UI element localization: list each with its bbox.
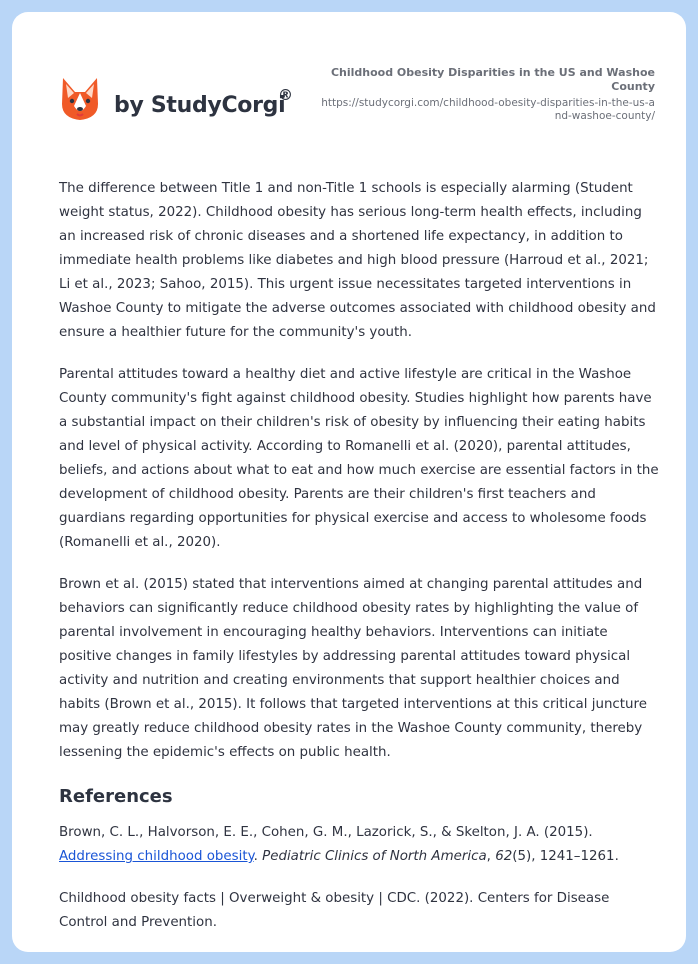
reference-1-journal: Pediatric Clinics of North America [262,849,487,864]
reference-1-authors: Brown, C. L., Halvorson, E. E., Cohen, G. M., Lazorick, S., & Skelton, J. A. (2015). [59,825,593,840]
reference-1-period: . [253,849,263,864]
paragraph-3: Brown et al. (2015) stated that interventions aimed at changing parental attitudes and behaviors can significantly reduce childhood obesity rates by highlighting the value of parental involvement in encouraging healthy behaviors. Interventions can initiate positive changes in family lifestyles by addressing parental attitudes toward physical activity and nutrition and creating environments that support healthier choices and habits (Brown et al., 2015). It follows that targeted interventions at this critical juncture may greatly reduce childhood obesity rates in the Washoe County community, thereby lessening the epidemic's effects on public health. [59,577,647,760]
references-heading: References [59,786,173,807]
paragraph-2: Parental attitudes toward a healthy diet and active lifestyle are critical in the Washoe County community's fight against childhood obesity. Studies highlight how parents have a substantial impact on their children's risk of obesity by influencing their eating habits and level of physical activity. According to Romanelli et al. (2020), parental attitudes, beliefs, and actions about what to eat and how much exercise are essential factors in the development of childhood obesity. Parents are their children's first teachers and guardians regarding opportunities for physical exercise and access to wholesome foods (Romanelli et al., 2020). [59,367,659,550]
document-body [59,177,659,952]
reference-1-rest: (5), 1241–1261. [512,849,619,864]
reference-2: Childhood obesity facts | Overweight & obesity | CDC. (2022). Centers for Disease Control and Prevention. [59,891,610,930]
document-title: Childhood Obesity Disparities in the US and Washoe County [330,66,655,93]
reference-1-link[interactable]: Addressing childhood obesity [59,849,254,864]
registered-mark: ® [278,86,293,104]
corgi-icon [60,76,100,122]
studycorgi-logo[interactable] [60,76,320,128]
reference-1-volume: 62 [495,849,513,864]
paragraph-1: The difference between Title 1 and non-Title 1 schools is especially alarming (Student weight status, 2022). Childhood obesity has serious long-term health effects, including an increased risk of chronic diseases and a shortened life expectancy, in addition to immediate health problems like diabetes and high blood pressure (Harroud et al., 2021; Li et al., 2023; Sahoo, 2015). This urgent issue necessitates targeted interventions in Washoe County to mitigate the adverse outcomes associated with childhood obesity and ensure a healthier future for the community's youth. [59,181,656,340]
reference-1-comma: , [486,849,496,864]
document-url[interactable]: https://studycorgi.com/childhood-obesity-disparities-in-the-us-and-washoe-county/ [321,97,655,122]
reference-1 [59,821,659,869]
header [12,12,686,152]
brand-name: by StudyCorgi [114,93,286,118]
page-card [12,12,686,952]
